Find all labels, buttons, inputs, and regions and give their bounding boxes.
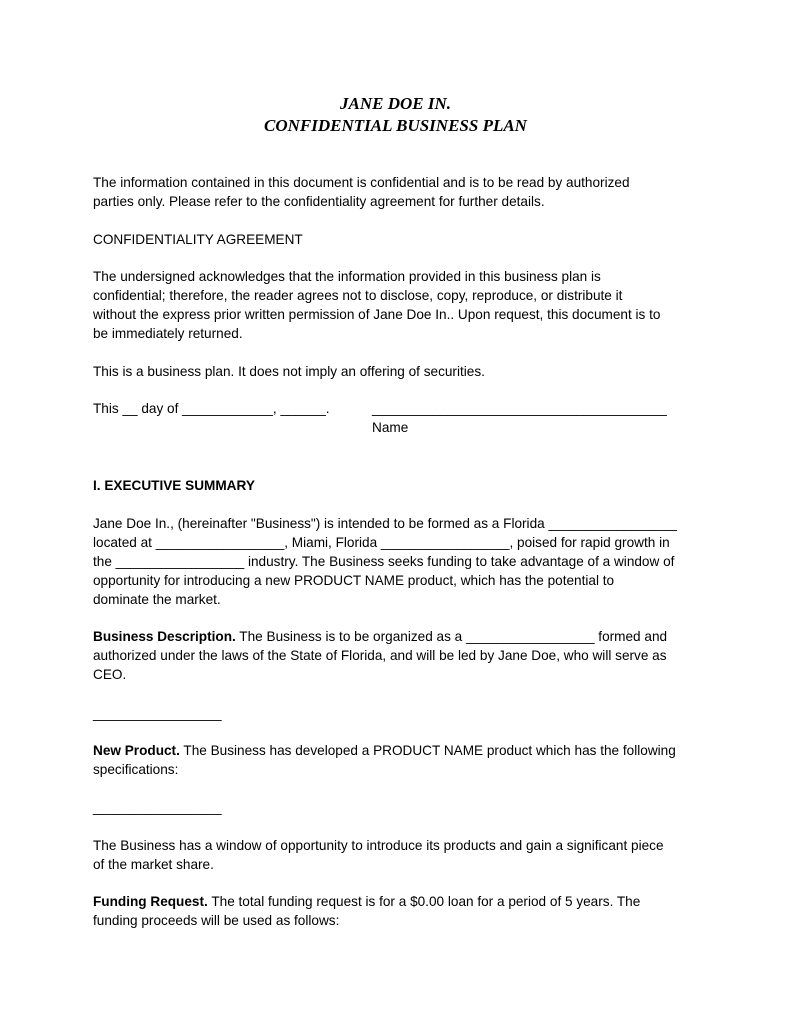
summary-line: Jane Doe In., (hereinafter "Business") is intended to be formed as a Florida _________________ — [93, 516, 677, 531]
product-line: specifications: — [93, 762, 179, 777]
summary-line: dominate the market. — [93, 592, 221, 607]
funding-text: The total funding request is for a $0.00 loan for a period of 5 years. The — [207, 894, 641, 909]
summary-line: opportunity for introducing a new PRODUCT NAME product, which has the potential to — [93, 573, 615, 588]
section-heading: CONFIDENTIALITY AGREEMENT — [93, 232, 303, 247]
funding-request-label: Funding Request. — [93, 894, 208, 909]
new-product-paragraph — [93, 741, 705, 779]
opportunity-line: The Business has a window of opportunity to introduce its products and gain a significant piece — [93, 838, 664, 853]
signature-date-line: This __ day of ____________, ______. — [93, 401, 330, 416]
signature-name-label: Name — [372, 420, 409, 435]
description-line — [93, 627, 705, 646]
intro-paragraph — [93, 173, 705, 211]
blank-line: _________________ — [93, 800, 222, 815]
description-line: authorized under the laws of the State of Florida, and will be led by Jane Doe, who will serve as — [93, 648, 667, 663]
intro-line: The information contained in this document is confidential and is to be read by authorized — [93, 175, 630, 190]
business-description-paragraph — [93, 627, 705, 684]
agreement-line: The undersigned acknowledges that the information provided in this business plan is — [93, 269, 601, 284]
funding-request-paragraph — [93, 892, 705, 930]
agreement-line: be immediately returned. — [93, 326, 243, 341]
securities-disclaimer — [93, 362, 705, 381]
description-text: The Business is to be organized as a _________________ formed and — [235, 629, 668, 644]
intro-line: parties only. Please refer to the confidentiality agreement for further details. — [93, 194, 545, 209]
company-title: JANE DOE IN. — [340, 94, 451, 113]
blank-line: _________________ — [93, 706, 222, 721]
product-text: The Business has developed a PRODUCT NAME product which has the following — [179, 743, 676, 758]
agreement-paragraph — [93, 267, 705, 343]
executive-summary-heading — [93, 476, 705, 495]
summary-line: located at _________________, Miami, Florida _________________, poised for rapid growth in — [93, 535, 670, 550]
section-heading: I. EXECUTIVE SUMMARY — [93, 478, 255, 493]
agreement-line: without the express prior written permission of Jane Doe In.. Upon request, this document is to — [93, 307, 661, 322]
funding-line: funding proceeds will be used as follows: — [93, 913, 340, 928]
opportunity-line: of the market share. — [93, 857, 214, 872]
document-title: CONFIDENTIAL BUSINESS PLAN — [264, 116, 527, 135]
blank-field-2 — [93, 798, 705, 817]
agreement-line: confidential; therefore, the reader agrees not to disclose, copy, reproduce, or distribute it — [93, 288, 623, 303]
blank-field-1 — [93, 704, 705, 723]
funding-line — [93, 892, 705, 911]
new-product-label: New Product. — [93, 743, 180, 758]
product-line — [93, 741, 705, 760]
business-description-label: Business Description. — [93, 629, 236, 644]
executive-summary-paragraph — [93, 514, 705, 609]
confidentiality-heading — [93, 230, 705, 249]
signature-line: _______________________________________ — [372, 401, 667, 416]
description-line: CEO. — [93, 667, 127, 682]
summary-line: the _________________ industry. The Business seeks funding to take advantage of a window of — [93, 554, 675, 569]
opportunity-paragraph — [93, 836, 705, 874]
disclaimer-line: This is a business plan. It does not imply an offering of securities. — [93, 364, 485, 379]
